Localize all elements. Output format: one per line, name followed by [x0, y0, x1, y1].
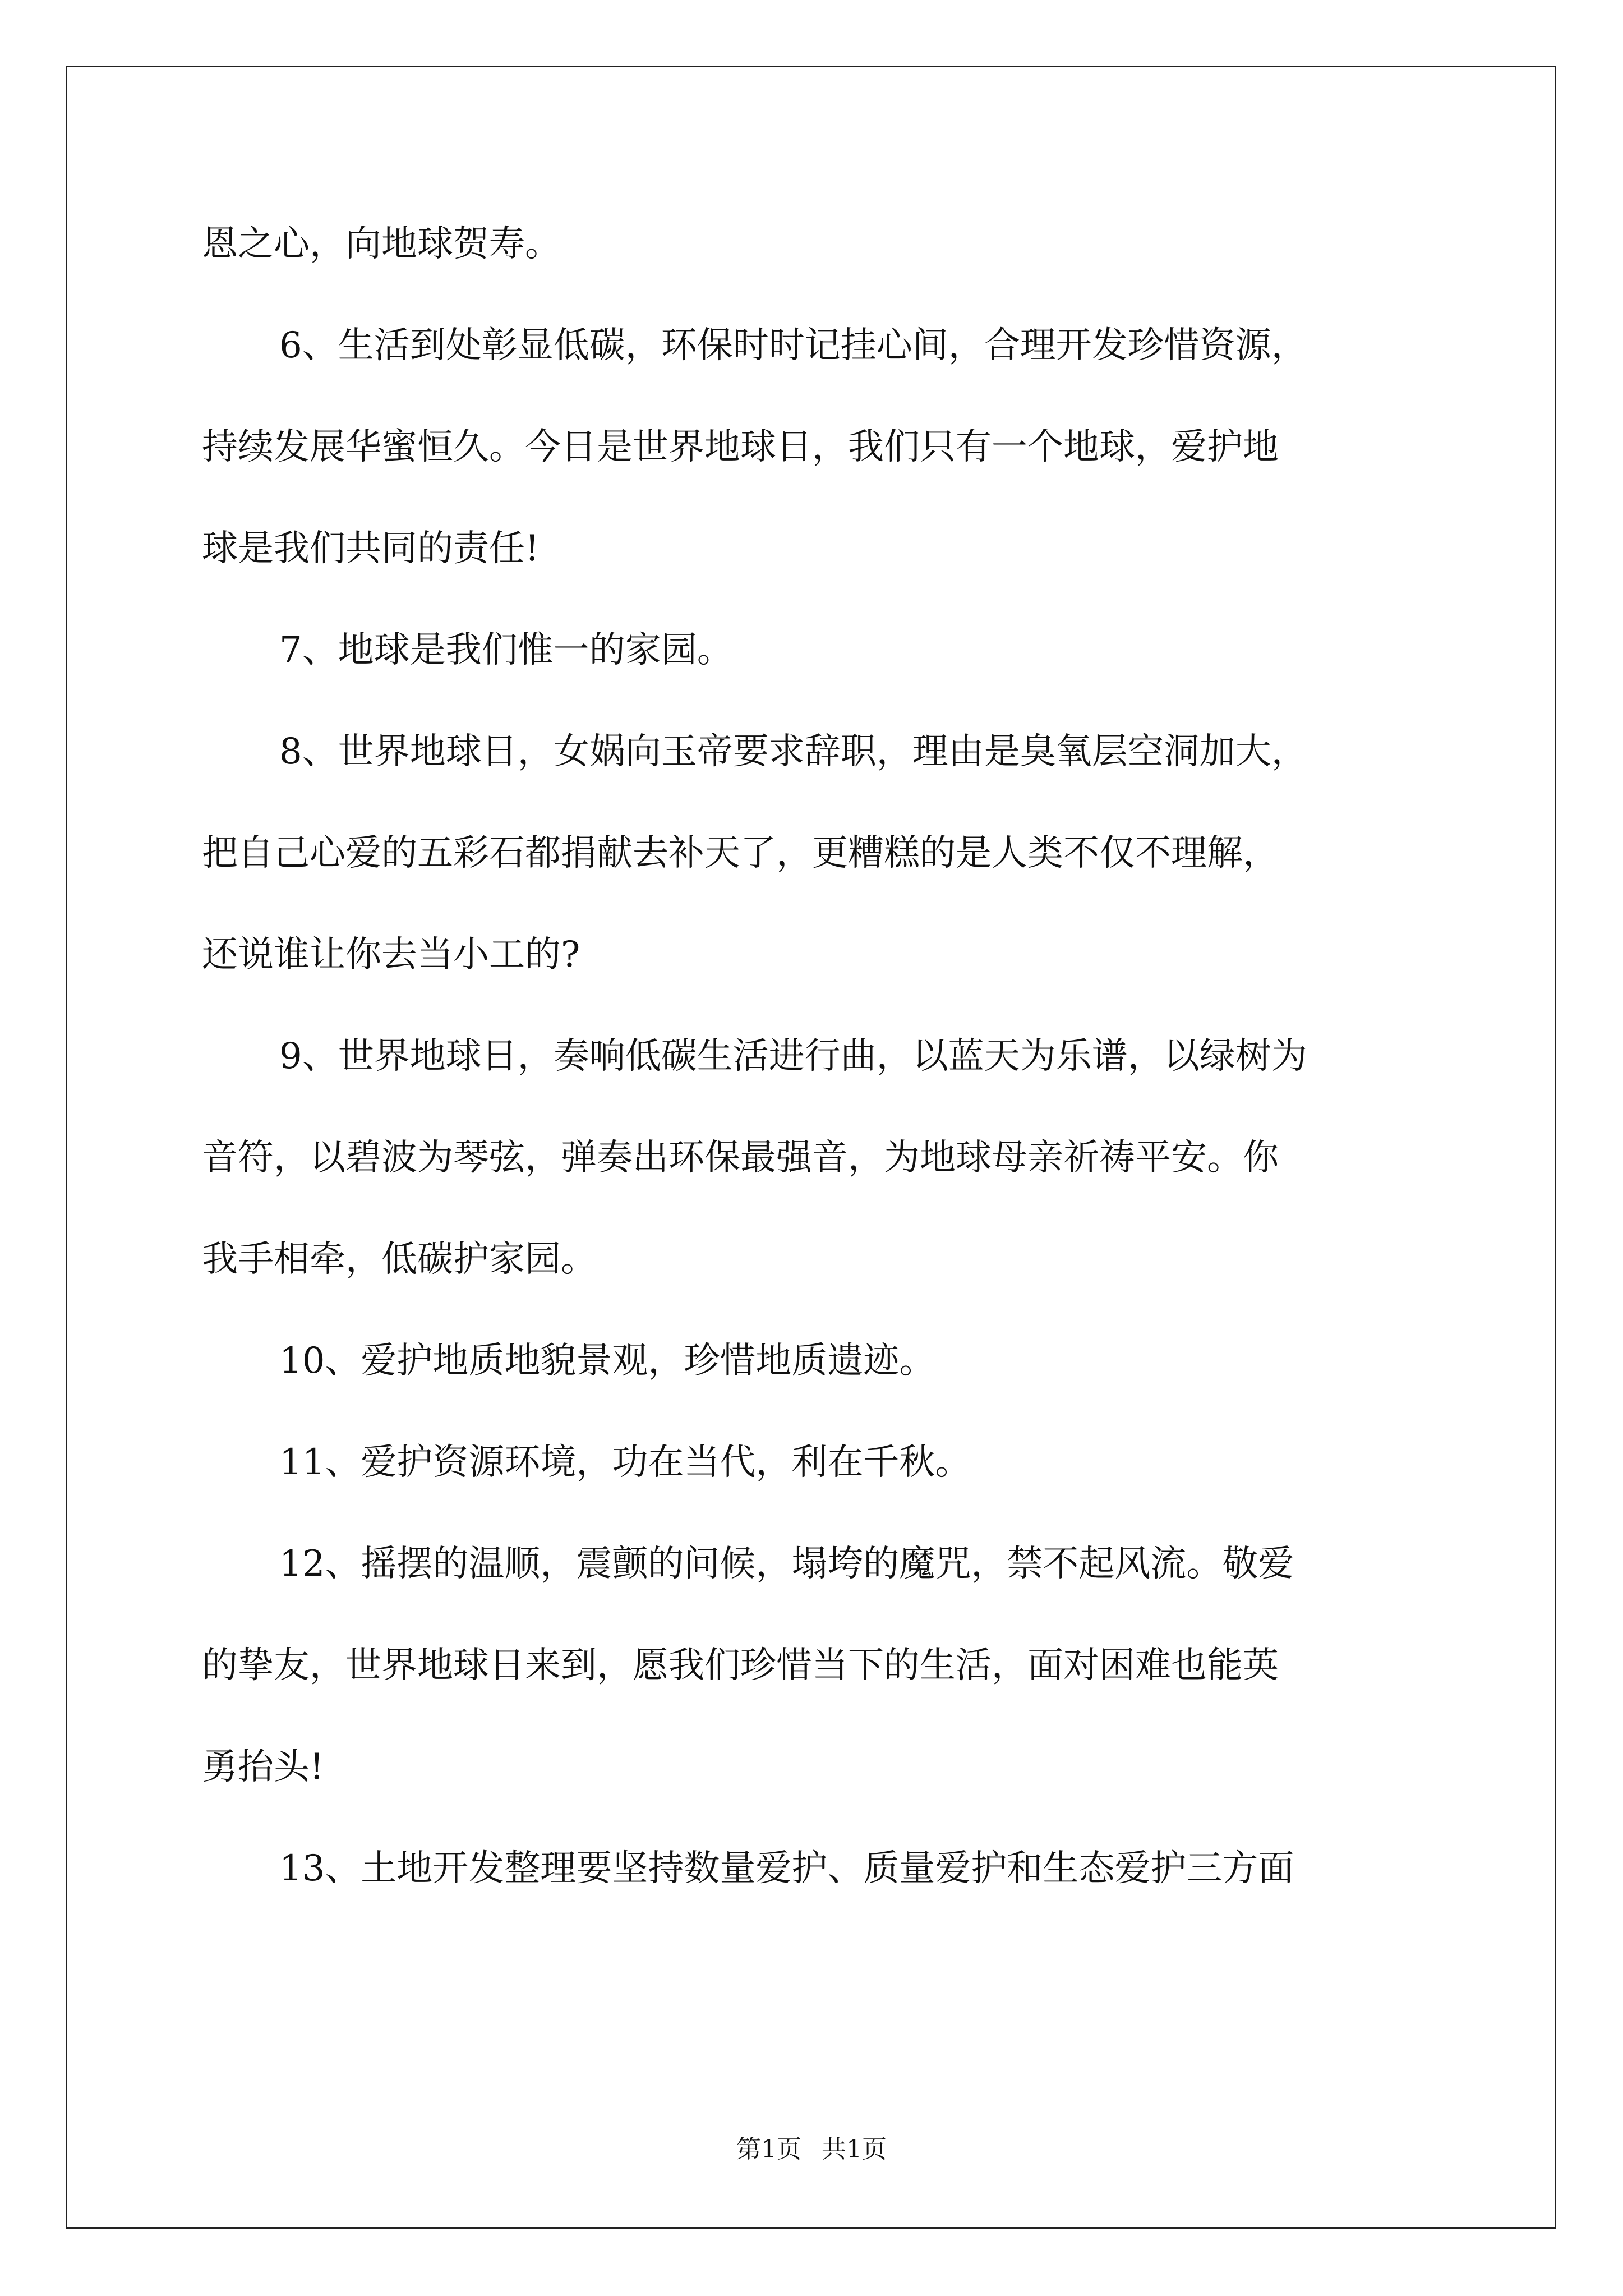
text-line: 把自己心爱的五彩石都捐献去补天了，更糟糕的是人类不仅不理解， [202, 832, 1279, 874]
text-line: 10、爱护地质地貌景观，珍惜地质遗迹。 [279, 1340, 935, 1382]
text-line: 勇抬头! [202, 1746, 324, 1788]
text-line: 球是我们共同的责任! [202, 528, 540, 569]
text-line: 12、摇摆的温顺，震颤的问候，塌垮的魔咒，禁不起风流。敬爱 [279, 1543, 1294, 1585]
page-footer [0, 2129, 1623, 2165]
text-line: 6、生活到处彰显低碳，环保时时记挂心间，合理开发珍惜资源， [279, 325, 1307, 366]
text-line: 的挚友，世界地球日来到，愿我们珍惜当下的生活，面对困难也能英 [202, 1645, 1279, 1686]
document-body [202, 194, 1436, 1920]
text-line: 我手相牵，低碳护家园。 [202, 1239, 597, 1280]
text-line: 11、爱护资源环境，功在当代，利在千秋。 [279, 1442, 971, 1483]
text-line: 恩之心，向地球贺寿。 [202, 223, 561, 265]
text-line: 9、世界地球日，奏响低碳生活进行曲，以蓝天为乐谱，以绿树为 [279, 1036, 1307, 1077]
text-line: 音符，以碧波为琴弦，弹奏出环保最强音，为地球母亲祈祷平安。你 [202, 1137, 1279, 1179]
text-line: 8、世界地球日，女娲向玉帝要求辞职，理由是臭氧层空洞加大， [279, 731, 1307, 772]
page-number: 第1页 [736, 2135, 801, 2164]
text-line: 持续发展华蜜恒久。今日是世界地球日，我们只有一个地球，爱护地 [202, 426, 1279, 468]
text-line: 13、土地开发整理要坚持数量爱护、质量爱护和生态爱护三方面 [279, 1848, 1294, 1889]
page-total: 共1页 [822, 2135, 887, 2164]
text-line: 还说谁让你去当小工的? [202, 934, 580, 976]
text-line: 7、地球是我们惟一的家园。 [279, 629, 733, 671]
